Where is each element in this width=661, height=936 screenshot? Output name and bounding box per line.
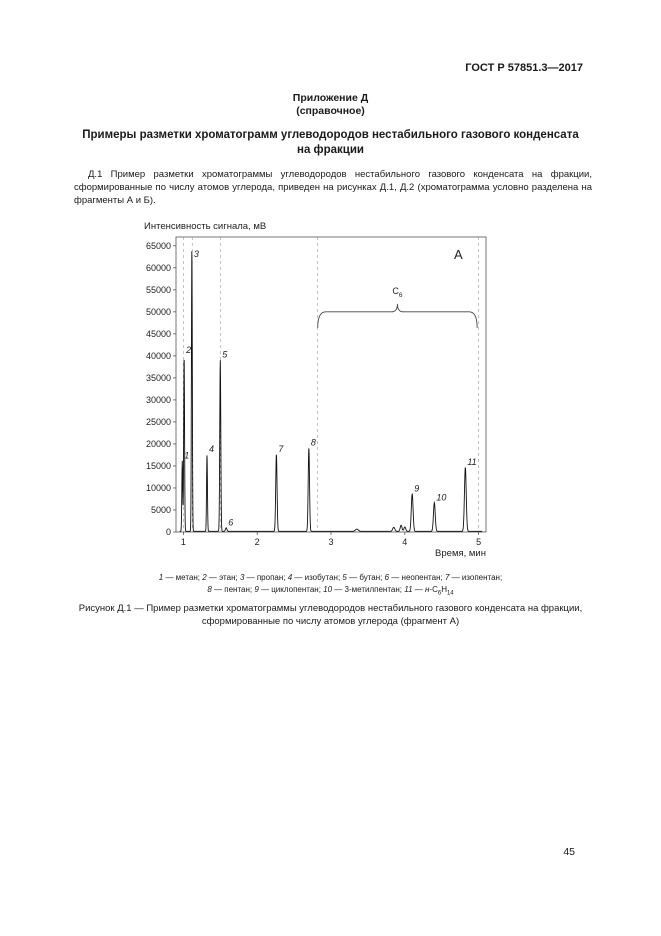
c6-fraction-bracket: [318, 304, 477, 328]
y-tick-label: 35000: [145, 372, 171, 383]
legend-name: — этан;: [206, 573, 240, 582]
y-tick-label: 25000: [145, 416, 171, 427]
y-tick-label: 15000: [145, 460, 171, 471]
c6-fraction-label: [392, 286, 403, 299]
y-tick-label: 0: [165, 527, 171, 537]
chromatogram-trace: [180, 251, 483, 531]
chromatogram-chart: [130, 215, 500, 560]
figure-caption: [40, 602, 621, 628]
c6-label-c: C: [392, 285, 399, 296]
y-tick-label: 20000: [145, 438, 171, 449]
legend-number: 3: [239, 573, 245, 582]
intro-paragraph: Д.1 Пример разметки хроматограммы углеводородов нестабильного газового конденсата на фракции, сформированные по числу атомов углерода, приведен на рисунках Д.1, Д.2 (хроматограмма условно разделена на фрагменты А и Б).: [74, 169, 592, 206]
legend-name: — 3-метилпентан: [332, 585, 400, 594]
c6-label-sub: 6: [398, 291, 403, 299]
legend-name: — пентан;: [211, 585, 255, 594]
peak-label: 7: [278, 443, 284, 454]
y-tick-label: 60000: [145, 262, 171, 273]
caption-line2: сформированные по числу атомов углерода (фрагмент А): [201, 616, 460, 627]
x-tick-label: 2: [254, 537, 260, 547]
legend-name: — изобутан;: [292, 573, 343, 582]
y-tick-label: 40000: [145, 350, 171, 361]
x-axis-ticks: [181, 532, 481, 547]
y-tick-label: 65000: [145, 240, 171, 251]
y-tick-label: 10000: [145, 482, 171, 493]
y-tick-label: 55000: [145, 284, 171, 295]
appendix-title: Приложение Д: [292, 92, 369, 104]
legend-name: — пропан;: [244, 573, 288, 582]
appendix-heading: [0, 92, 661, 118]
x-tick-label: 3: [328, 537, 334, 547]
peak-label: 4: [209, 443, 215, 454]
legend-number: 8: [207, 585, 212, 594]
x-tick-label: 5: [476, 537, 482, 547]
legend-number: 5: [342, 573, 347, 582]
y-tick-label: 50000: [145, 306, 171, 317]
legend-line2: 8 — пентан; 9 — циклопентан; 10 — 3-метилпентан; 11 — $н-C_6H_{14}$: [207, 585, 454, 597]
legend-formula: $C_6H_{14}$: [432, 585, 454, 597]
peak-label: 10: [436, 492, 447, 503]
legend-name: — бутан;: [346, 573, 385, 582]
peak-label: 11: [467, 457, 477, 468]
x-tick-label: 4: [402, 537, 408, 547]
legend-name: — изопентан: [449, 573, 500, 582]
section-title-line1: Примеры разметки хроматограмм углеводородов нестабильного газового конденсата: [82, 129, 579, 141]
legend-number: 4: [287, 573, 293, 582]
legend-line1: 1 — метан; 2 — этан; 3 — пропан; 4 — изобутан; 5 — бутан; 6 — неопентан; 7 — изопентан;: [158, 573, 503, 582]
peak-labels: [184, 249, 476, 527]
peak-label: 2: [186, 344, 192, 355]
standard-number: ГОСТ Р 57851.3—2017: [465, 62, 583, 74]
legend-number: 9: [254, 585, 259, 594]
y-axis-ticks: [146, 241, 176, 537]
peak-label: 8: [310, 437, 316, 448]
legend-number: 11: [404, 585, 413, 594]
peak-label: 1: [184, 450, 190, 461]
legend-prefix: н: [424, 585, 430, 594]
peak-label: 9: [414, 483, 420, 494]
legend-number: 1: [158, 573, 164, 582]
legend-number: 10: [323, 585, 333, 594]
y-axis-label: Интенсивность сигнала, мВ: [144, 221, 267, 232]
appendix-subtitle: (справочное): [296, 105, 365, 117]
section-title-line2: на фракции: [297, 144, 364, 156]
panel-label: А: [454, 247, 463, 262]
section-title: [60, 128, 601, 158]
x-tick-label: 1: [180, 537, 186, 547]
x-axis-label: Время, мин: [435, 548, 486, 559]
y-tick-label: 45000: [145, 328, 171, 339]
y-tick-label: 5000: [150, 504, 171, 515]
peak-label: 3: [193, 249, 199, 260]
plot-frame: [176, 237, 486, 532]
legend-name: — циклопентан;: [258, 585, 324, 594]
caption-line1: Рисунок Д.1 — Пример разметки хроматограммы углеводородов нестабильного газового конденсата на фракции,: [78, 603, 583, 614]
peak-label: 5: [222, 349, 228, 360]
legend-name: — неопентан;: [389, 573, 445, 582]
peak-label: 6: [228, 517, 234, 528]
legend-number: 2: [202, 573, 207, 582]
legend-number: 6: [384, 573, 390, 582]
legend-name: — метан;: [163, 573, 203, 582]
legend-number: 7: [444, 573, 450, 582]
peak-legend: [90, 572, 571, 600]
page-number: 45: [563, 846, 575, 858]
y-tick-label: 30000: [145, 394, 171, 405]
dashed-guides: [183, 237, 478, 532]
